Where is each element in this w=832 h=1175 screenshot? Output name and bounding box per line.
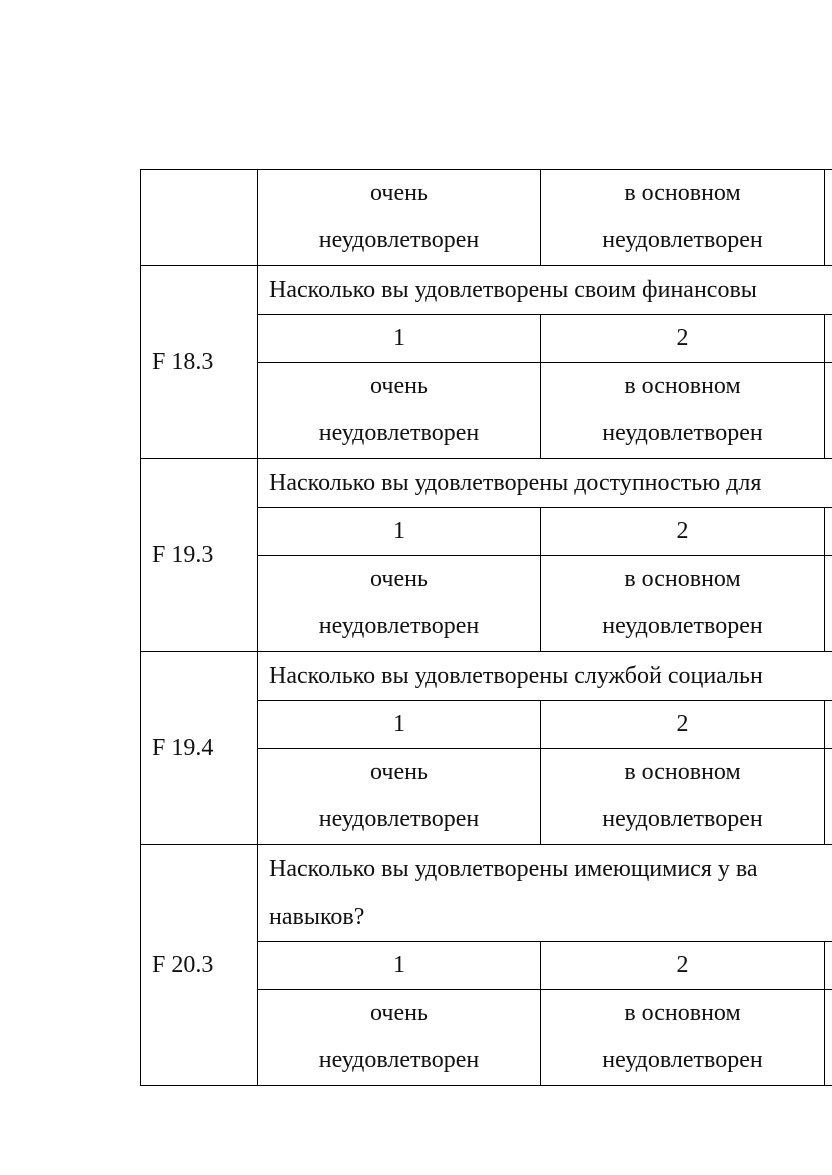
scale-number: 1 xyxy=(258,315,541,362)
code-cell xyxy=(141,170,258,265)
question-line: навыков? xyxy=(269,904,365,930)
answer-label: в основном неудовлетворен xyxy=(541,170,825,265)
answer-label: очень неудовлетворен xyxy=(258,556,541,651)
question-text: Насколько вы удовлетворены своим финансовы xyxy=(258,266,832,315)
scale-number: 2 xyxy=(541,315,825,362)
question-line: Насколько вы удовлетворены имеющимися у ва xyxy=(269,856,758,882)
answer-label: в основном неудовлетворен xyxy=(541,990,825,1085)
survey-table xyxy=(140,169,832,1086)
item-code: F 19.3 xyxy=(141,459,258,651)
question-text: Насколько вы удовлетворены службой социальн xyxy=(258,652,832,701)
answer-label: очень неудовлетворен xyxy=(258,990,541,1085)
answer-label: очень неудовлетворен xyxy=(258,749,541,844)
table-row xyxy=(140,651,832,844)
answer-label: в основном неудовлетворен xyxy=(541,363,825,458)
scale-number: 1 xyxy=(258,942,541,989)
answer-label: очень неудовлетворен xyxy=(258,170,541,265)
answer-label: очень неудовлетворен xyxy=(258,363,541,458)
table-row xyxy=(140,169,832,265)
scale-number: 2 xyxy=(541,701,825,748)
scale-number: 2 xyxy=(541,942,825,989)
table-row xyxy=(140,265,832,458)
scale-number: 2 xyxy=(541,508,825,555)
question-text xyxy=(258,845,832,942)
table-row xyxy=(140,458,832,651)
item-code: F 20.3 xyxy=(141,845,258,1085)
answer-label: в основном неудовлетворен xyxy=(541,749,825,844)
table-row xyxy=(140,844,832,1086)
scale-number: 1 xyxy=(258,508,541,555)
item-code: F 19.4 xyxy=(141,652,258,844)
question-text: Насколько вы удовлетворены доступностью для xyxy=(258,459,832,508)
scale-number: 1 xyxy=(258,701,541,748)
item-code: F 18.3 xyxy=(141,266,258,458)
answer-label: в основном неудовлетворен xyxy=(541,556,825,651)
